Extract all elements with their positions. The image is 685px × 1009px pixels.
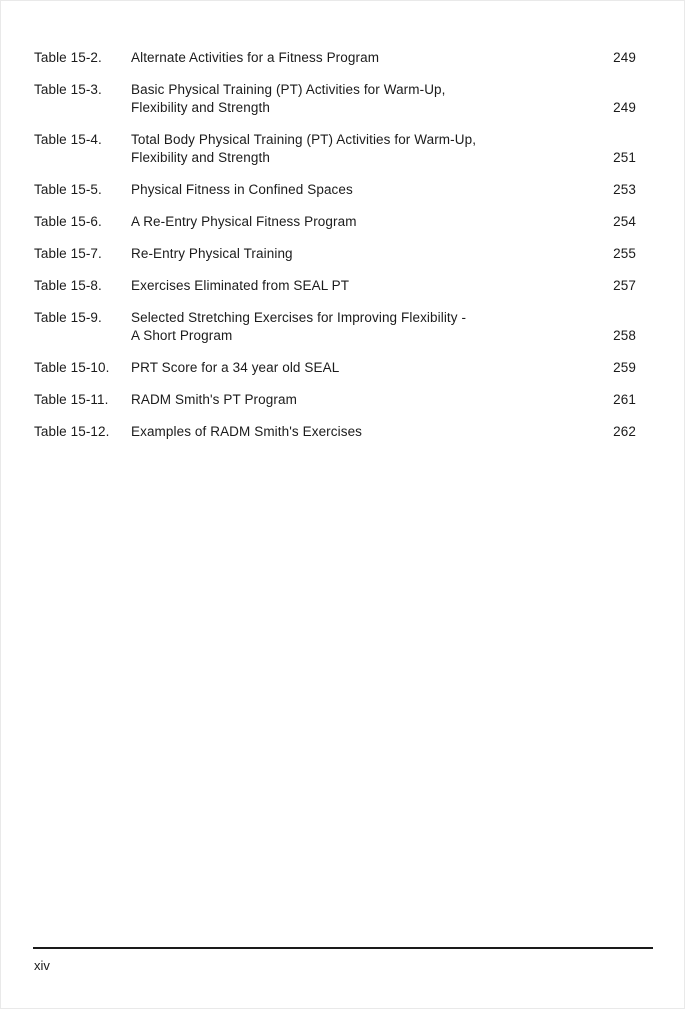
- toc-entry: [34, 359, 636, 377]
- table-label: Table 15-3.: [34, 82, 102, 97]
- page-number: 261: [613, 392, 636, 407]
- footer-rule: [33, 947, 653, 949]
- list-of-tables: [34, 49, 636, 455]
- footer-page-number: xiv: [34, 958, 50, 973]
- table-title: [131, 245, 602, 263]
- table-title: [131, 277, 602, 295]
- table-label: Table 15-2.: [34, 50, 102, 65]
- table-title-line1: Total Body Physical Training (PT) Activities for Warm-Up,: [131, 132, 477, 147]
- table-title-line1: Re-Entry Physical Training: [131, 246, 293, 261]
- table-label: Table 15-9.: [34, 310, 102, 325]
- table-title-line1: Alternate Activities for a Fitness Program: [131, 50, 380, 65]
- table-title: [131, 81, 602, 117]
- table-title-line2: Flexibility and Strength: [131, 100, 270, 115]
- toc-entry: [34, 277, 636, 295]
- toc-entry: [34, 309, 636, 345]
- toc-entry: [34, 81, 636, 117]
- table-title: [131, 181, 602, 199]
- table-label: Table 15-5.: [34, 182, 102, 197]
- table-title-line1: Physical Fitness in Confined Spaces: [131, 182, 353, 197]
- toc-entry: [34, 49, 636, 67]
- toc-entry: [34, 131, 636, 167]
- table-title-line1: PRT Score for a 34 year old SEAL: [131, 360, 340, 375]
- table-title: [131, 359, 602, 377]
- page-number: 255: [613, 246, 636, 261]
- table-label: Table 15-11.: [34, 392, 109, 407]
- table-title-line1: Selected Stretching Exercises for Improving Flexibility -: [131, 310, 467, 325]
- page-number: 253: [613, 182, 636, 197]
- toc-entry: [34, 391, 636, 409]
- table-title-line1: RADM Smith's PT Program: [131, 392, 297, 407]
- table-title-line1: Basic Physical Training (PT) Activities for Warm-Up,: [131, 82, 446, 97]
- toc-entry: [34, 423, 636, 441]
- table-title-line1: Exercises Eliminated from SEAL PT: [131, 278, 350, 293]
- table-title: [131, 423, 602, 441]
- table-label: Table 15-12.: [34, 424, 110, 439]
- table-label: Table 15-4.: [34, 132, 102, 147]
- table-title: [131, 213, 602, 231]
- page-number: 249: [613, 50, 636, 65]
- table-title: [131, 391, 602, 409]
- page-number: 254: [613, 214, 636, 229]
- toc-entry: [34, 181, 636, 199]
- page-number: 259: [613, 360, 636, 375]
- table-label: Table 15-7.: [34, 246, 102, 261]
- page-number: 257: [613, 278, 636, 293]
- table-title: [131, 49, 602, 67]
- page-number: 251: [613, 150, 636, 165]
- table-title-line2: A Short Program: [131, 328, 233, 343]
- table-label: Table 15-8.: [34, 278, 102, 293]
- page-number: 258: [613, 328, 636, 343]
- toc-entry: [34, 245, 636, 263]
- table-title-line2: Flexibility and Strength: [131, 150, 270, 165]
- table-label: Table 15-6.: [34, 214, 102, 229]
- table-title: [131, 309, 602, 345]
- table-title-line1: A Re-Entry Physical Fitness Program: [131, 214, 357, 229]
- page-number: 249: [613, 100, 636, 115]
- table-title: [131, 131, 602, 167]
- table-label: Table 15-10.: [34, 360, 110, 375]
- page-number: 262: [613, 424, 636, 439]
- toc-entry: [34, 213, 636, 231]
- table-title-line1: Examples of RADM Smith's Exercises: [131, 424, 363, 439]
